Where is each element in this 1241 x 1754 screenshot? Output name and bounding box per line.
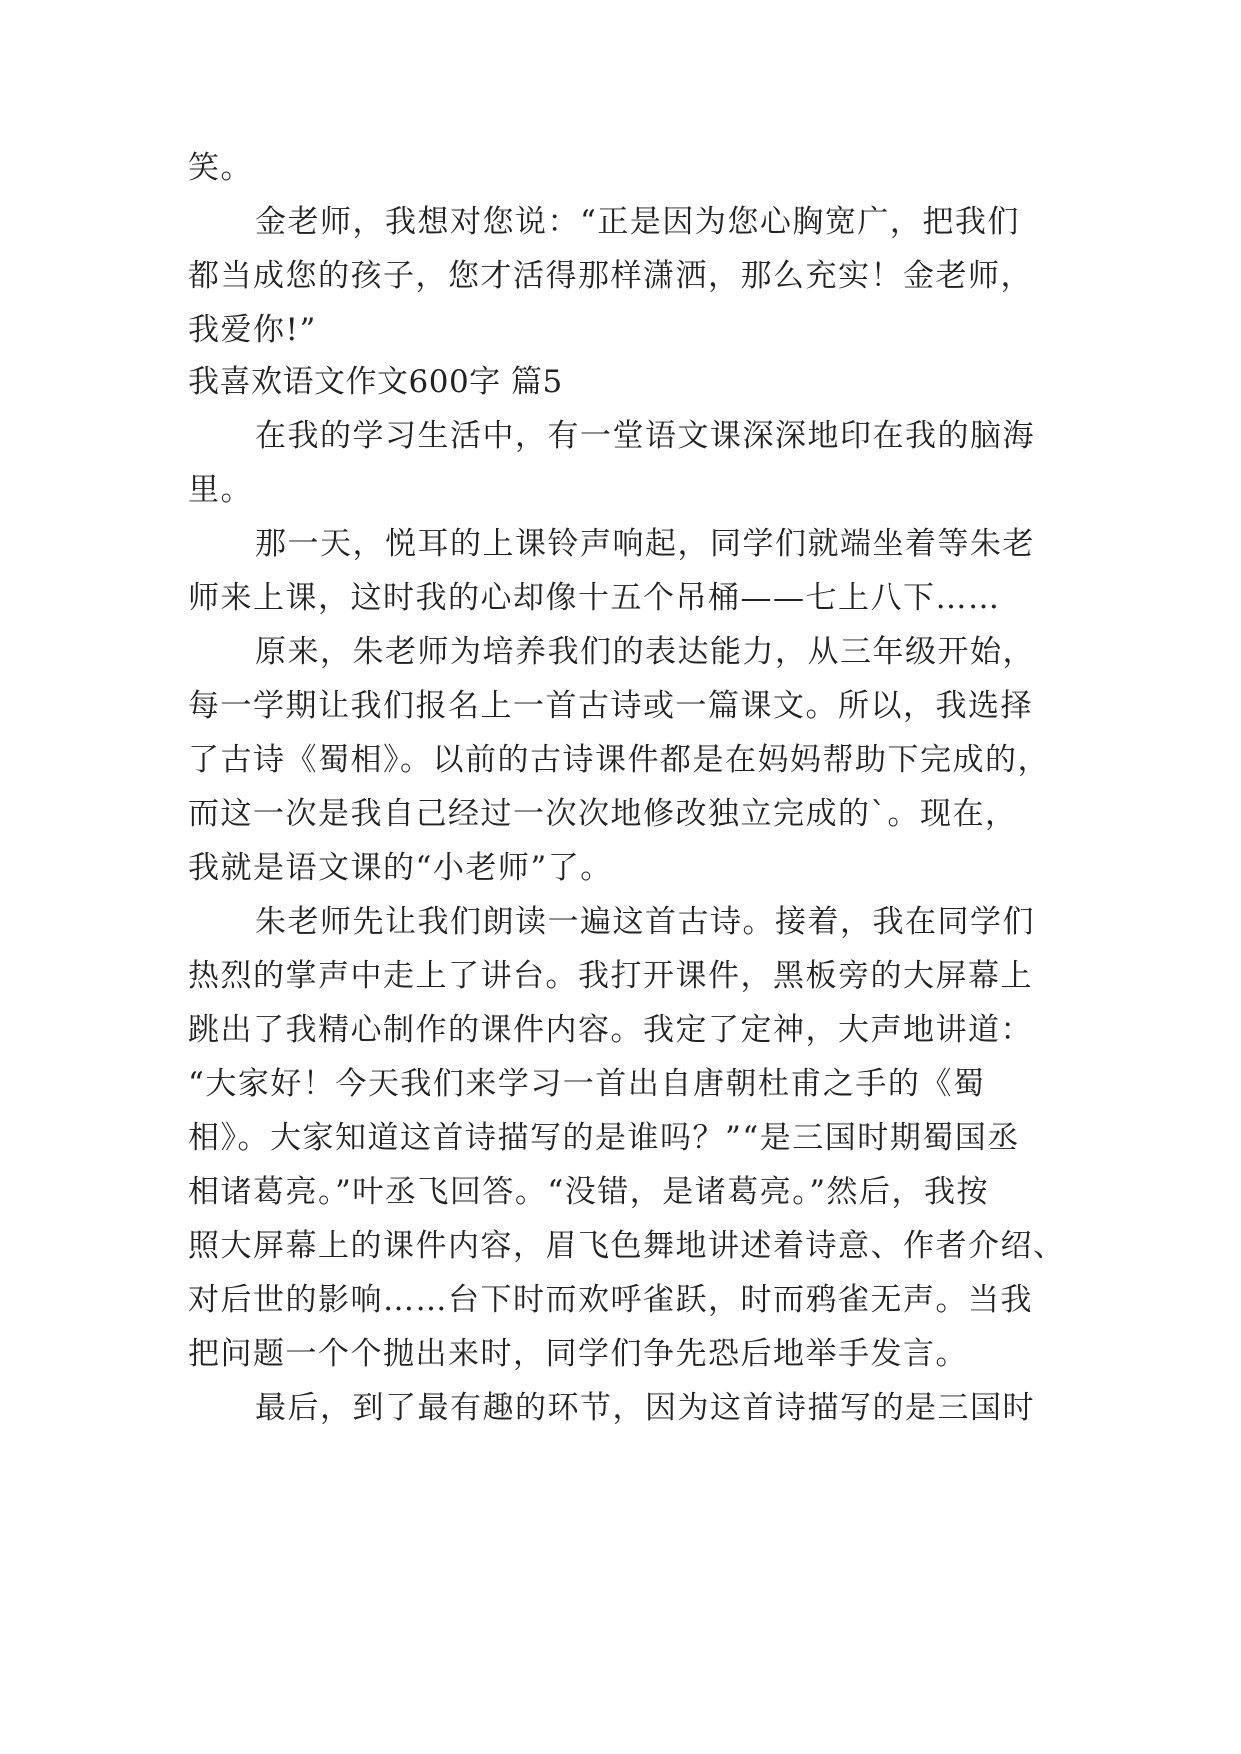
paragraph-line: 在我的学习生活中，有一堂语文课深深地印在我的脑海	[255, 418, 1035, 454]
paragraph-line: 师来上课，这时我的心却像十五个吊桶——七上八下……	[188, 580, 1001, 616]
paragraph-line: 我就是语文课的“小老师”了。	[188, 850, 613, 886]
section-heading: 我喜欢语文作文600字 篇5	[188, 364, 563, 400]
paragraph-line: 都当成您的孩子，您才活得那样潇洒，那么充实！金老师，	[188, 258, 1033, 294]
paragraph-line: “大家好！今天我们来学习一首出自唐朝杜甫之手的《蜀	[188, 1066, 986, 1102]
paragraph-line: 每一学期让我们报名上一首古诗或一篇课文。所以，我选择	[188, 688, 1033, 724]
paragraph-line: 最后，到了最有趣的环节，因为这首诗描写的是三国时	[255, 1390, 1035, 1426]
paragraph-line: 原来，朱老师为培养我们的表达能力，从三年级开始，	[255, 634, 1035, 670]
paragraph-line: 对后世的影响……台下时而欢呼雀跃，时而鸦雀无声。当我	[188, 1282, 1033, 1318]
paragraph-line: 热烈的掌声中走上了讲台。我打开课件，黑板旁的大屏幕上	[188, 958, 1033, 994]
paragraph-line: 把问题一个个抛出来时，同学们争先恐后地举手发言。	[188, 1336, 968, 1372]
paragraph-line: 跳出了我精心制作的课件内容。我定了定神，大声地讲道：	[188, 1012, 1033, 1048]
paragraph-line: 朱老师先让我们朗读一遍这首古诗。接着，我在同学们	[255, 904, 1035, 940]
paragraph-line: 金老师，我想对您说：“正是因为您心胸宽广，把我们	[255, 204, 1020, 240]
paragraph-line: 相》。大家知道这首诗描写的是谁吗？”“是三国时期蜀国丞	[188, 1120, 1020, 1156]
paragraph-line: 照大屏幕上的课件内容，眉飞色舞地讲述着诗意、作者介绍、	[188, 1228, 1066, 1264]
paragraph-line: 而这一次是我自己经过一次次地修改独立完成的`。现在，	[188, 796, 1018, 832]
paragraph-line: 那一天，悦耳的上课铃声响起，同学们就端坐着等朱老	[255, 526, 1035, 562]
paragraph-line: 笑。	[188, 150, 253, 186]
paragraph-line: 里。	[188, 472, 253, 508]
paragraph-line: 相诸葛亮。”叶丞飞回答。“没错，是诸葛亮。”然后，我按	[188, 1174, 990, 1210]
paragraph-line: 我爱你!”	[188, 312, 317, 348]
paragraph-line: 了古诗《蜀相》。以前的古诗课件都是在妈妈帮助下完成的，	[188, 742, 1050, 778]
